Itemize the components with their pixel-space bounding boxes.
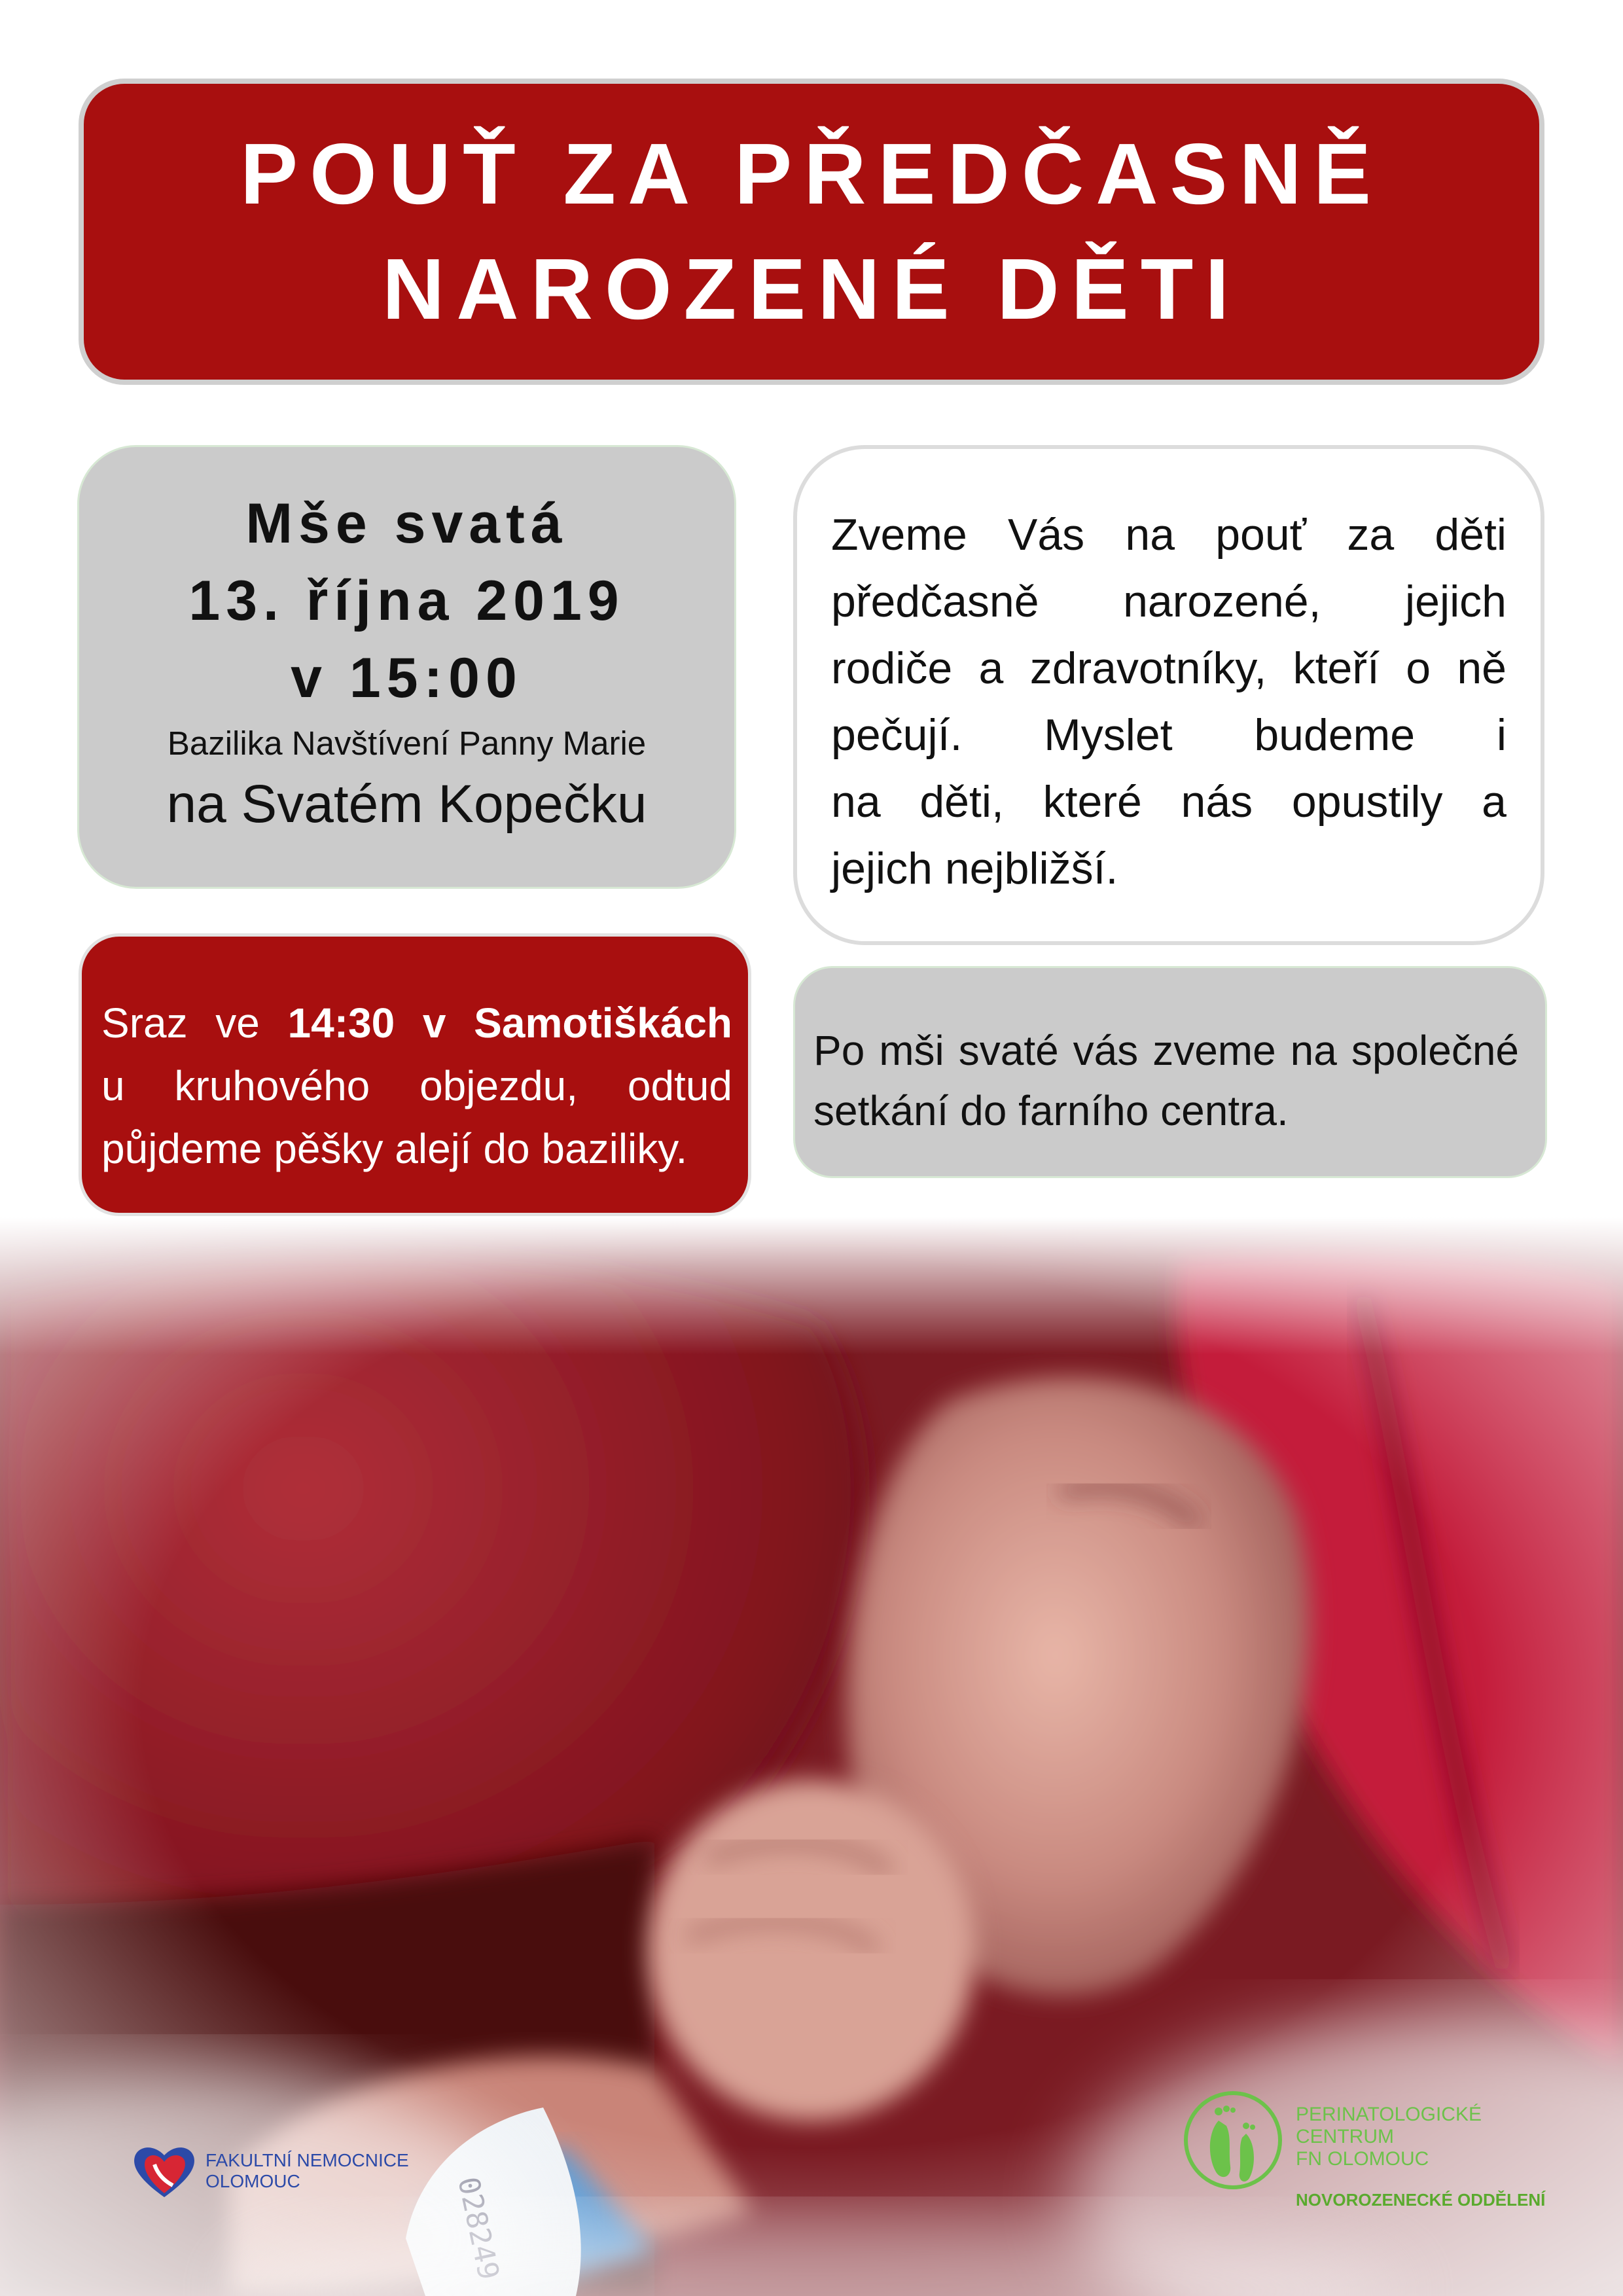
invitation-line: jejich nejbližší.	[831, 844, 1118, 893]
invitation-line: na děti, které nás opustily a	[831, 777, 1507, 827]
meeting-middle: v	[422, 999, 446, 1047]
hospital-logo-line-1: FAKULTNÍ NEMOCNICE	[205, 2150, 409, 2170]
title-banner	[79, 79, 1544, 385]
title-line-1: POUŤ ZA PŘEDČASNĚ	[240, 126, 1383, 222]
mass-place: na Svatém Kopečku	[166, 774, 647, 834]
after-line-1: Po mši svaté vás zveme na společné	[813, 1027, 1519, 1074]
mass-heading: Mše svatá	[245, 492, 568, 555]
mass-date: 13. října 2019	[188, 569, 625, 632]
mass-info-box	[77, 445, 736, 889]
perinatology-logo-line-1: PERINATOLOGICKÉ	[1296, 2104, 1482, 2125]
perinatology-department: NOVOROZENECKÉ ODDĚLENÍ	[1296, 2190, 1546, 2210]
after-mass-box	[793, 966, 1547, 1178]
perinatology-logo-line-2: CENTRUM	[1296, 2126, 1394, 2147]
hospital-logo	[128, 2135, 409, 2207]
meeting-prefix: Sraz ve	[101, 999, 260, 1047]
meeting-place: Samotiškách	[474, 999, 732, 1047]
after-line-2: setkání do farního centra.	[813, 1087, 1289, 1134]
meeting-line-3: půjdeme pěšky alejí do baziliky.	[101, 1125, 688, 1172]
heart-logo-icon	[128, 2138, 200, 2204]
perinatology-logo	[1181, 2075, 1546, 2210]
perinatology-logo-line-3: FN OLOMOUC	[1296, 2148, 1429, 2170]
meeting-line-1	[101, 992, 732, 1054]
mass-venue: Bazilika Navštívení Panny Marie	[167, 725, 647, 762]
mass-time: v 15:00	[291, 647, 523, 709]
meeting-point-box	[79, 933, 751, 1216]
invitation-box	[793, 445, 1544, 945]
invitation-line: rodiče a zdravotníky, kteří o ně	[831, 643, 1507, 693]
hospital-logo-line-2: OLOMOUC	[205, 2171, 300, 2191]
invitation-line: předčasně narozené, jejich	[831, 577, 1507, 626]
meeting-line-2: u kruhového objezdu, odtud	[101, 1062, 732, 1109]
footprints-logo-icon	[1181, 2075, 1285, 2206]
title-line-2: NAROZENÉ DĚTI	[382, 241, 1241, 337]
meeting-time: 14:30	[287, 999, 395, 1047]
invitation-line: pečují. Myslet budeme i	[831, 710, 1507, 760]
invitation-line: Zveme Vás na pouť za děti	[831, 510, 1507, 560]
